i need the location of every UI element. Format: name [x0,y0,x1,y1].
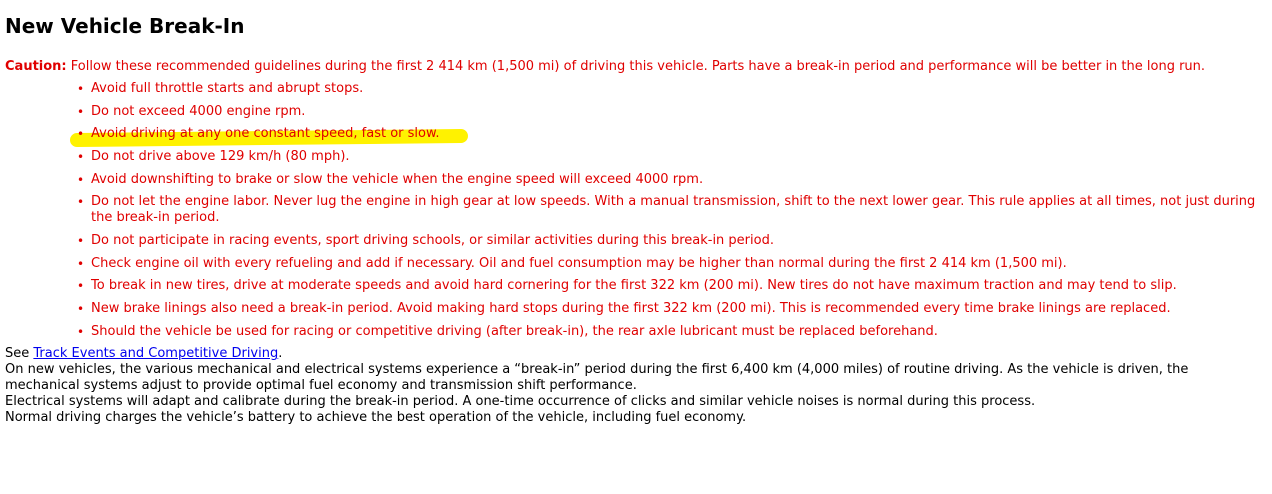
caution-list [5,81,1267,340]
bullet-icon: • [77,324,85,339]
caution-list-item: • Avoid downshifting to brake or slow the vehicle when the engine speed will exceed 4000 rpm. [77,171,704,187]
bullet-icon: • [77,127,85,142]
electrical-systems-paragraph: Electrical systems will adapt and calibrate during the break-in period. A one-time occurrence of clicks and similar vehicle noises is normal during this process. [5,394,1036,410]
caution-list-item: • New brake linings also need a break-in period. Avoid making hard stops during the first 322 km (200 mi). This is recommended every time brake linings are replaced. [77,301,1171,316]
page-title: New Vehicle Break-In [5,14,245,38]
bullet-icon: • [77,302,85,316]
caution-list-item: • Do not participate in racing events, sport driving schools, or similar activities during this break-in period. [77,232,774,248]
track-events-link[interactable]: Track Events and Competitive Driving [33,346,279,362]
caution-list-item: • Do not let the engine labor. Never lug the engine in high gear at low speeds. With a manual transmission, shift to the next lower gear. This rule applies at all times, not just during the break-in period. [77,194,1256,226]
bullet-icon: • [77,150,85,165]
caution-list-item: • Do not exceed 4000 engine rpm. [77,103,306,119]
bullet-icon: • [77,279,85,294]
bullet-icon: • [77,233,85,248]
caution-list-item: • Check engine oil with every refueling and add if necessary. Oil and fuel consumption may be higher than normal during the first 2 414 km (1,500 mi). [77,255,1067,271]
bullet-icon: • [77,256,85,271]
caution-text: Follow these recommended guidelines during the first 2 414 km (1,500 mi) of driving this vehicle. Parts have a break-in period and performance will be better in the long run. [66,59,1206,74]
bullet-icon: • [77,82,85,96]
bullet-icon: • [77,172,85,187]
see-also-line: See Track Events and Competitive Driving. [5,346,283,362]
battery-paragraph: Normal driving charges the vehicle’s battery to achieve the best operation of the vehicle, including fuel economy. [5,410,747,426]
caution-list-item: • Do not drive above 129 km/h (80 mph). [77,149,350,165]
caution-list-item-highlighted: • Avoid driving at any one constant speed, fast or slow. [77,126,440,142]
caution-intro [5,59,1267,75]
bullet-icon: • [77,195,85,210]
caution-label: Caution: [5,59,67,74]
break-in-paragraph: On new vehicles, the various mechanical and electrical systems experience a “break-in” period during the first 6,400 km (4,000 miles) of routine driving. As the vehicle is driven, the mechanical systems adjust to provide optimal fuel economy and transmission shift performance. [5,362,1189,394]
caution-list-item: • Avoid full throttle starts and abrupt stops. [77,81,364,96]
caution-list-item: • Should the vehicle be used for racing or competitive driving (after break-in), the rear axle lubricant must be replaced beforehand. [77,323,938,339]
caution-list-item: • To break in new tires, drive at moderate speeds and avoid hard cornering for the first 322 km (200 mi). New tires do not have maximum traction and may tend to slip. [77,278,1177,294]
bullet-icon: • [77,104,85,119]
